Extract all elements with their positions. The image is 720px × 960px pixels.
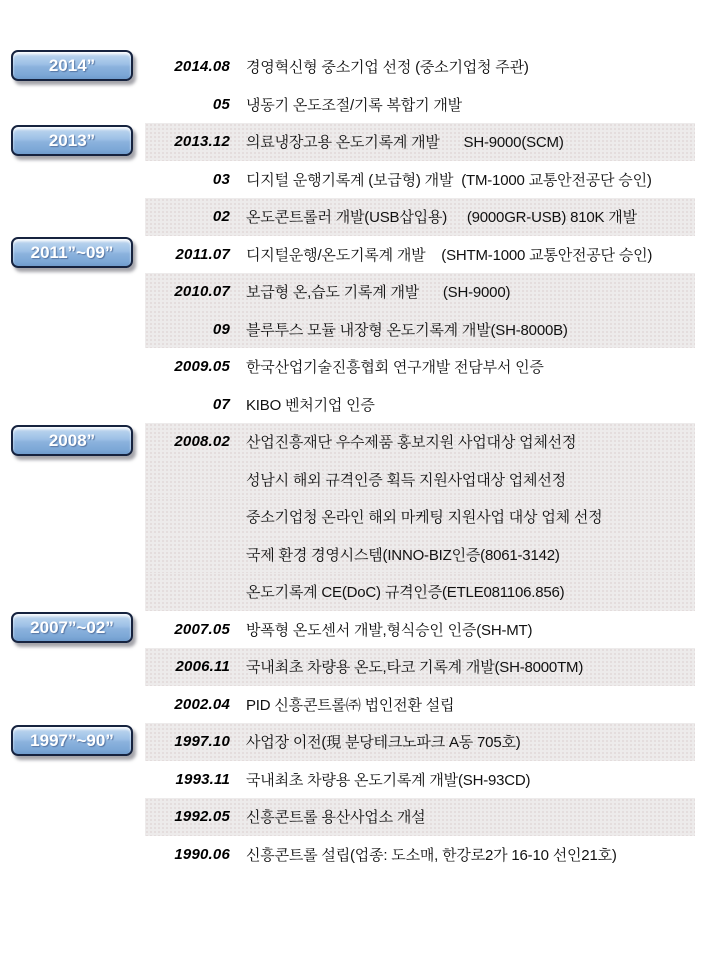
entry-date: 1993.11 (175, 770, 230, 788)
timeline-row (0, 273, 720, 311)
timeline-row-content (145, 498, 695, 536)
year-group-button[interactable]: 2013” (11, 125, 133, 156)
entry-date: 05 (212, 95, 230, 113)
timeline-row-content (145, 348, 695, 386)
entry-description: 블루투스 모듈 내장형 온도기록계 개발(SH-8000B) (246, 321, 568, 339)
entry-date: 2008.02 (174, 433, 230, 450)
year-group-button[interactable]: 2008” (11, 425, 133, 456)
timeline-row (0, 723, 720, 761)
entry-description: 사업장 이전(現 분당테크노파크 A동 705호) (246, 734, 521, 751)
entry-date: 07 (212, 395, 230, 413)
entry-date: 1997.10 (174, 733, 230, 750)
timeline-row-content (145, 760, 695, 798)
timeline-row (0, 385, 720, 423)
timeline-row (0, 498, 720, 536)
timeline-row (0, 310, 720, 348)
entry-description: 냉동기 온도조절/기록 복합기 개발 (246, 96, 462, 114)
timeline-row-content (145, 385, 695, 423)
timeline-row-content (145, 123, 695, 161)
entry-description: 산업진흥재단 우수제품 홍보지원 사업대상 업체선정 (246, 434, 577, 451)
year-group-button[interactable]: 2011”~09” (11, 237, 133, 268)
timeline-row-content (145, 535, 695, 573)
entry-date: 2014.08 (174, 58, 230, 75)
entry-description: 국제 환경 경영시스템(INNO-BIZ인증(8061-3142) (246, 546, 560, 564)
entry-date: 1990.06 (174, 845, 230, 863)
timeline-row (0, 160, 720, 198)
year-group-button[interactable]: 2007”~02” (11, 612, 133, 643)
timeline-row-content (145, 685, 695, 723)
entry-description: 성남시 해외 규격인증 획득 지원사업대상 업체선정 (246, 471, 566, 489)
timeline-row-content (145, 310, 695, 348)
entry-date: 2002.04 (174, 695, 230, 713)
entry-description: 국내최초 차량용 온도,타코 기록계 개발(SH-8000TM) (246, 659, 584, 676)
entry-description: 온도기록계 CE(DoC) 규격인증(ETLE081106.856) (246, 584, 565, 601)
timeline-row (0, 835, 720, 873)
entry-description: KIBO 벤처기업 인증 (246, 396, 375, 414)
entry-description: 보급형 온,습도 기록계 개발 (SH-9000) (246, 284, 511, 301)
timeline-row-content (145, 648, 695, 686)
entry-date: 2009.05 (174, 358, 230, 375)
entry-description: 신흥콘트롤 설립(업종: 도소매, 한강로2가 16-10 선인21호) (246, 846, 617, 864)
timeline-row-content (145, 198, 695, 236)
entry-date: 2010.07 (174, 283, 230, 300)
timeline-row (0, 85, 720, 123)
timeline-row (0, 198, 720, 236)
entry-description: 디지털운행/온도기록계 개발 (SHTM-1000 교통안전공단 승인) (246, 246, 653, 264)
timeline-row (0, 235, 720, 273)
entry-description: 디지털 운행기록계 (보급형) 개발 (TM-1000 교통안전공단 승인) (246, 171, 652, 189)
timeline-row-content (145, 723, 695, 761)
entry-description: 온도콘트롤러 개발(USB삽입용) (9000GR-USB) 810K 개발 (246, 209, 637, 226)
timeline-row (0, 460, 720, 498)
entry-description: 한국산업기술진흥협회 연구개발 전담부서 인증 (246, 359, 544, 376)
timeline-row-content (145, 235, 695, 273)
entry-description: 경영혁신형 중소기업 선정 (중소기업청 주관) (246, 59, 529, 76)
timeline-row-content (145, 460, 695, 498)
timeline-row-content (145, 48, 695, 86)
entry-date: 2007.05 (174, 620, 230, 638)
timeline-row (0, 610, 720, 648)
entry-description: PID 신흥콘트롤㈜ 법인전환 설립 (246, 696, 455, 714)
timeline-row-content (145, 573, 695, 611)
timeline-row-content (145, 85, 695, 123)
timeline-row-content (145, 610, 695, 648)
entry-date: 2013.12 (174, 133, 230, 150)
timeline-row-content (145, 798, 695, 836)
timeline-row (0, 348, 720, 386)
entry-description: 의료냉장고용 온도기록계 개발 SH-9000(SCM) (246, 134, 564, 151)
timeline-row-content (145, 160, 695, 198)
timeline-row (0, 573, 720, 611)
year-group-button[interactable]: 2014” (11, 50, 133, 81)
timeline-row (0, 648, 720, 686)
entry-date: 09 (212, 320, 230, 338)
timeline-row-content (145, 273, 695, 311)
timeline-row (0, 423, 720, 461)
timeline-row (0, 48, 720, 86)
timeline-row-content (145, 423, 695, 461)
entry-date: 2006.11 (175, 658, 230, 675)
timeline-row (0, 123, 720, 161)
timeline-row (0, 685, 720, 723)
year-group-button[interactable]: 1997”~90” (11, 725, 133, 756)
timeline-row (0, 798, 720, 836)
entry-date: 02 (212, 208, 230, 225)
entry-date: 03 (212, 170, 230, 188)
entry-description: 신흥콘트롤 용산사업소 개설 (246, 809, 426, 826)
entry-description: 방폭형 온도센서 개발,형식승인 인증(SH-MT) (246, 621, 533, 639)
entry-description: 국내최초 차량용 온도기록계 개발(SH-93CD) (246, 771, 531, 789)
entry-description: 중소기업청 온라인 해외 마케팅 지원사업 대상 업체 선정 (246, 509, 603, 526)
entry-date: 2011.07 (175, 245, 230, 263)
timeline-row-content (145, 835, 695, 873)
timeline-row (0, 760, 720, 798)
entry-date: 1992.05 (174, 808, 230, 825)
timeline-row (0, 535, 720, 573)
